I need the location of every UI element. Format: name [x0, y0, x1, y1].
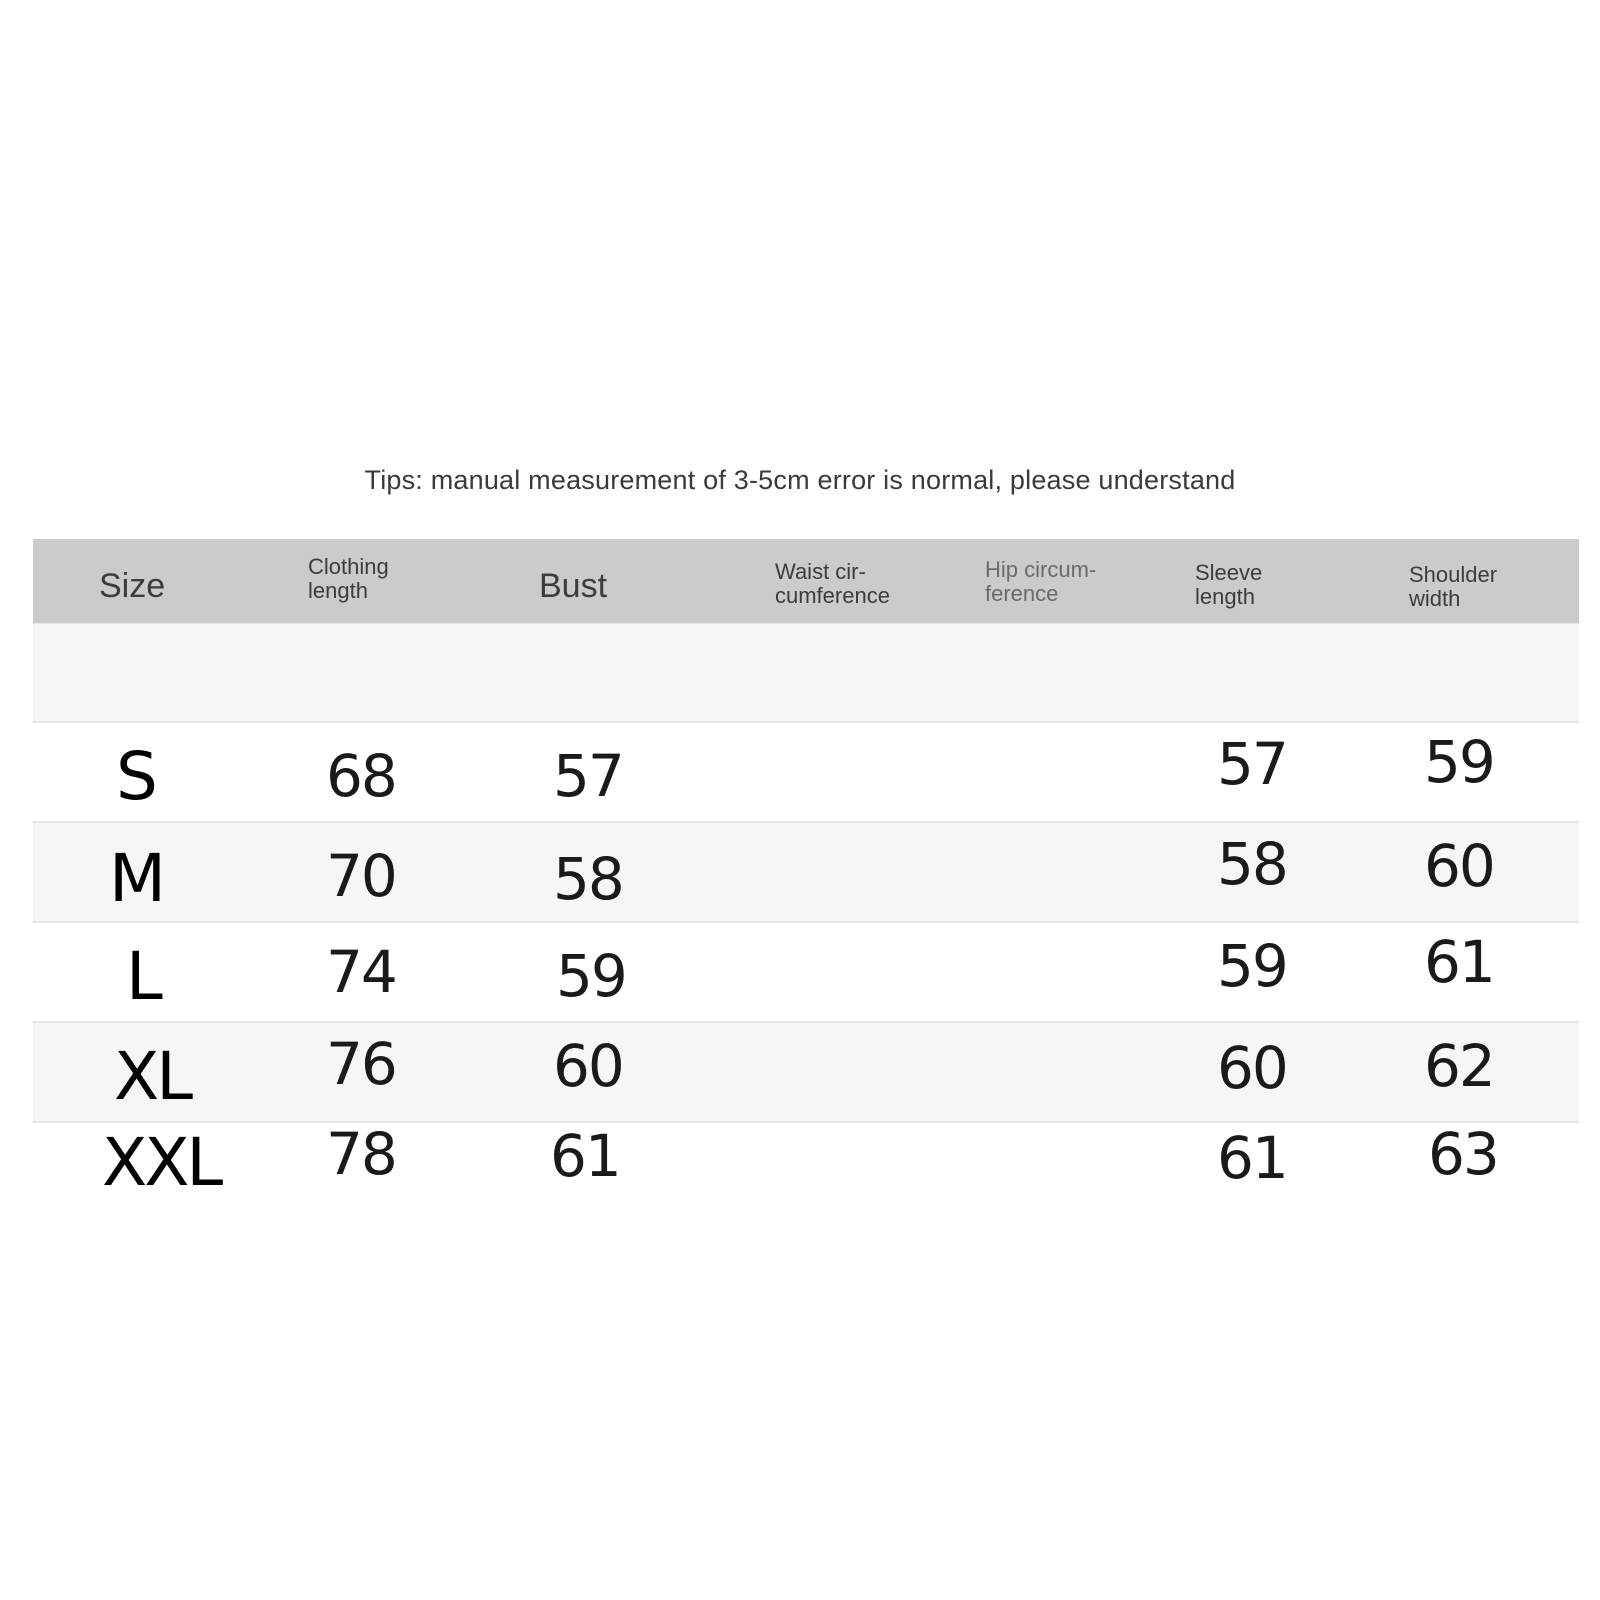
- table-band: [33, 823, 1579, 923]
- size-cell: XL: [114, 1038, 190, 1115]
- shoulder-width-cell: 61: [1424, 928, 1494, 996]
- header-sleeve-length: Sleeve length: [1195, 560, 1263, 609]
- header-clothing-length: Clothing length: [308, 554, 389, 603]
- table-spacer-row: [33, 623, 1579, 723]
- size-cell: XXL: [102, 1124, 221, 1201]
- header-shoulder-width: Shoulder width: [1409, 562, 1498, 611]
- shoulder-width-cell: 60: [1424, 832, 1494, 900]
- size-cell: L: [126, 938, 160, 1015]
- clothing-length-cell: 74: [326, 938, 396, 1006]
- size-cell: S: [116, 738, 155, 815]
- clothing-length-cell: 76: [326, 1030, 396, 1098]
- sleeve-length-cell: 57: [1217, 730, 1287, 798]
- table-header: [33, 539, 1579, 623]
- shoulder-width-cell: 62: [1424, 1032, 1494, 1100]
- sleeve-length-cell: 61: [1217, 1124, 1287, 1192]
- table-band: [33, 1023, 1579, 1123]
- measurement-tip: Tips: manual measurement of 3-5cm error is normal, please understand: [364, 465, 1236, 495]
- table-band: [33, 923, 1579, 1023]
- header-hip: Hip circum- ference: [985, 557, 1097, 606]
- sleeve-length-cell: 58: [1217, 830, 1287, 898]
- header-bust: Bust: [539, 567, 608, 605]
- clothing-length-cell: 68: [326, 742, 396, 810]
- size-chart-table: [33, 539, 1579, 1122]
- clothing-length-cell: 70: [326, 842, 396, 910]
- sleeve-length-cell: 59: [1217, 932, 1287, 1000]
- header-size: Size: [99, 567, 166, 605]
- bust-cell: 61: [550, 1122, 620, 1190]
- bust-cell: 57: [553, 742, 623, 810]
- sleeve-length-cell: 60: [1217, 1034, 1287, 1102]
- shoulder-width-cell: 59: [1424, 728, 1494, 796]
- bust-cell: 59: [556, 942, 626, 1010]
- bust-cell: 58: [553, 845, 623, 913]
- bust-cell: 60: [553, 1032, 623, 1100]
- table-band: [33, 723, 1579, 823]
- header-waist: Waist cir- cumference: [775, 559, 890, 608]
- clothing-length-cell: 78: [326, 1120, 396, 1188]
- size-cell: M: [109, 840, 163, 917]
- shoulder-width-cell: 63: [1428, 1120, 1498, 1188]
